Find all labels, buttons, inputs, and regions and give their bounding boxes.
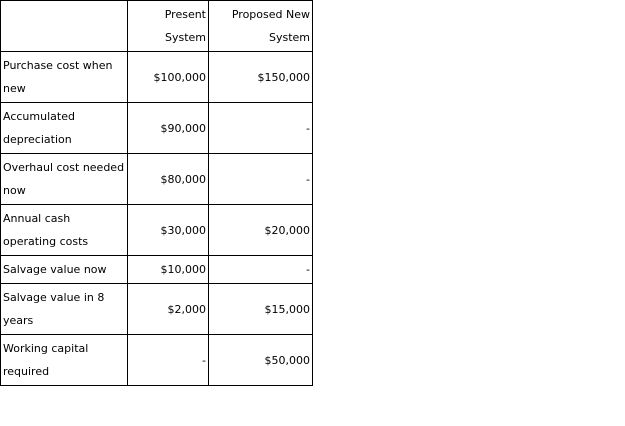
row-label: Annual cash operating costs [1,205,128,256]
present-system-value: $100,000 [128,52,209,103]
proposed-system-value: $150,000 [209,52,313,103]
row-label: Overhaul cost needed now [1,154,128,205]
table-row [1,205,313,256]
table-row [1,154,313,205]
row-label: Purchase cost when new [1,52,128,103]
present-system-value: $30,000 [128,205,209,256]
proposed-system-value: - [209,256,313,284]
proposed-system-value: $20,000 [209,205,313,256]
proposed-system-value: $50,000 [209,335,313,386]
present-system-value: - [128,335,209,386]
present-system-value: $80,000 [128,154,209,205]
table-row [1,335,313,386]
row-label: Accumulated depreciation [1,103,128,154]
present-system-value: $10,000 [128,256,209,284]
proposed-system-value: - [209,103,313,154]
table-row [1,52,313,103]
header-row [1,1,313,52]
table-row [1,256,313,284]
table-body [1,1,313,386]
present-system-value: $90,000 [128,103,209,154]
proposed-system-value: - [209,154,313,205]
table-row [1,103,313,154]
header-proposed-new-system: Proposed New System [209,1,313,52]
row-label: Salvage value in 8 years [1,284,128,335]
comparison-table [0,0,313,386]
row-label: Salvage value now [1,256,128,284]
header-cell-blank [1,1,128,52]
row-label: Working capital required [1,335,128,386]
present-system-value: $2,000 [128,284,209,335]
header-present-system: Present System [128,1,209,52]
table-row [1,284,313,335]
proposed-system-value: $15,000 [209,284,313,335]
